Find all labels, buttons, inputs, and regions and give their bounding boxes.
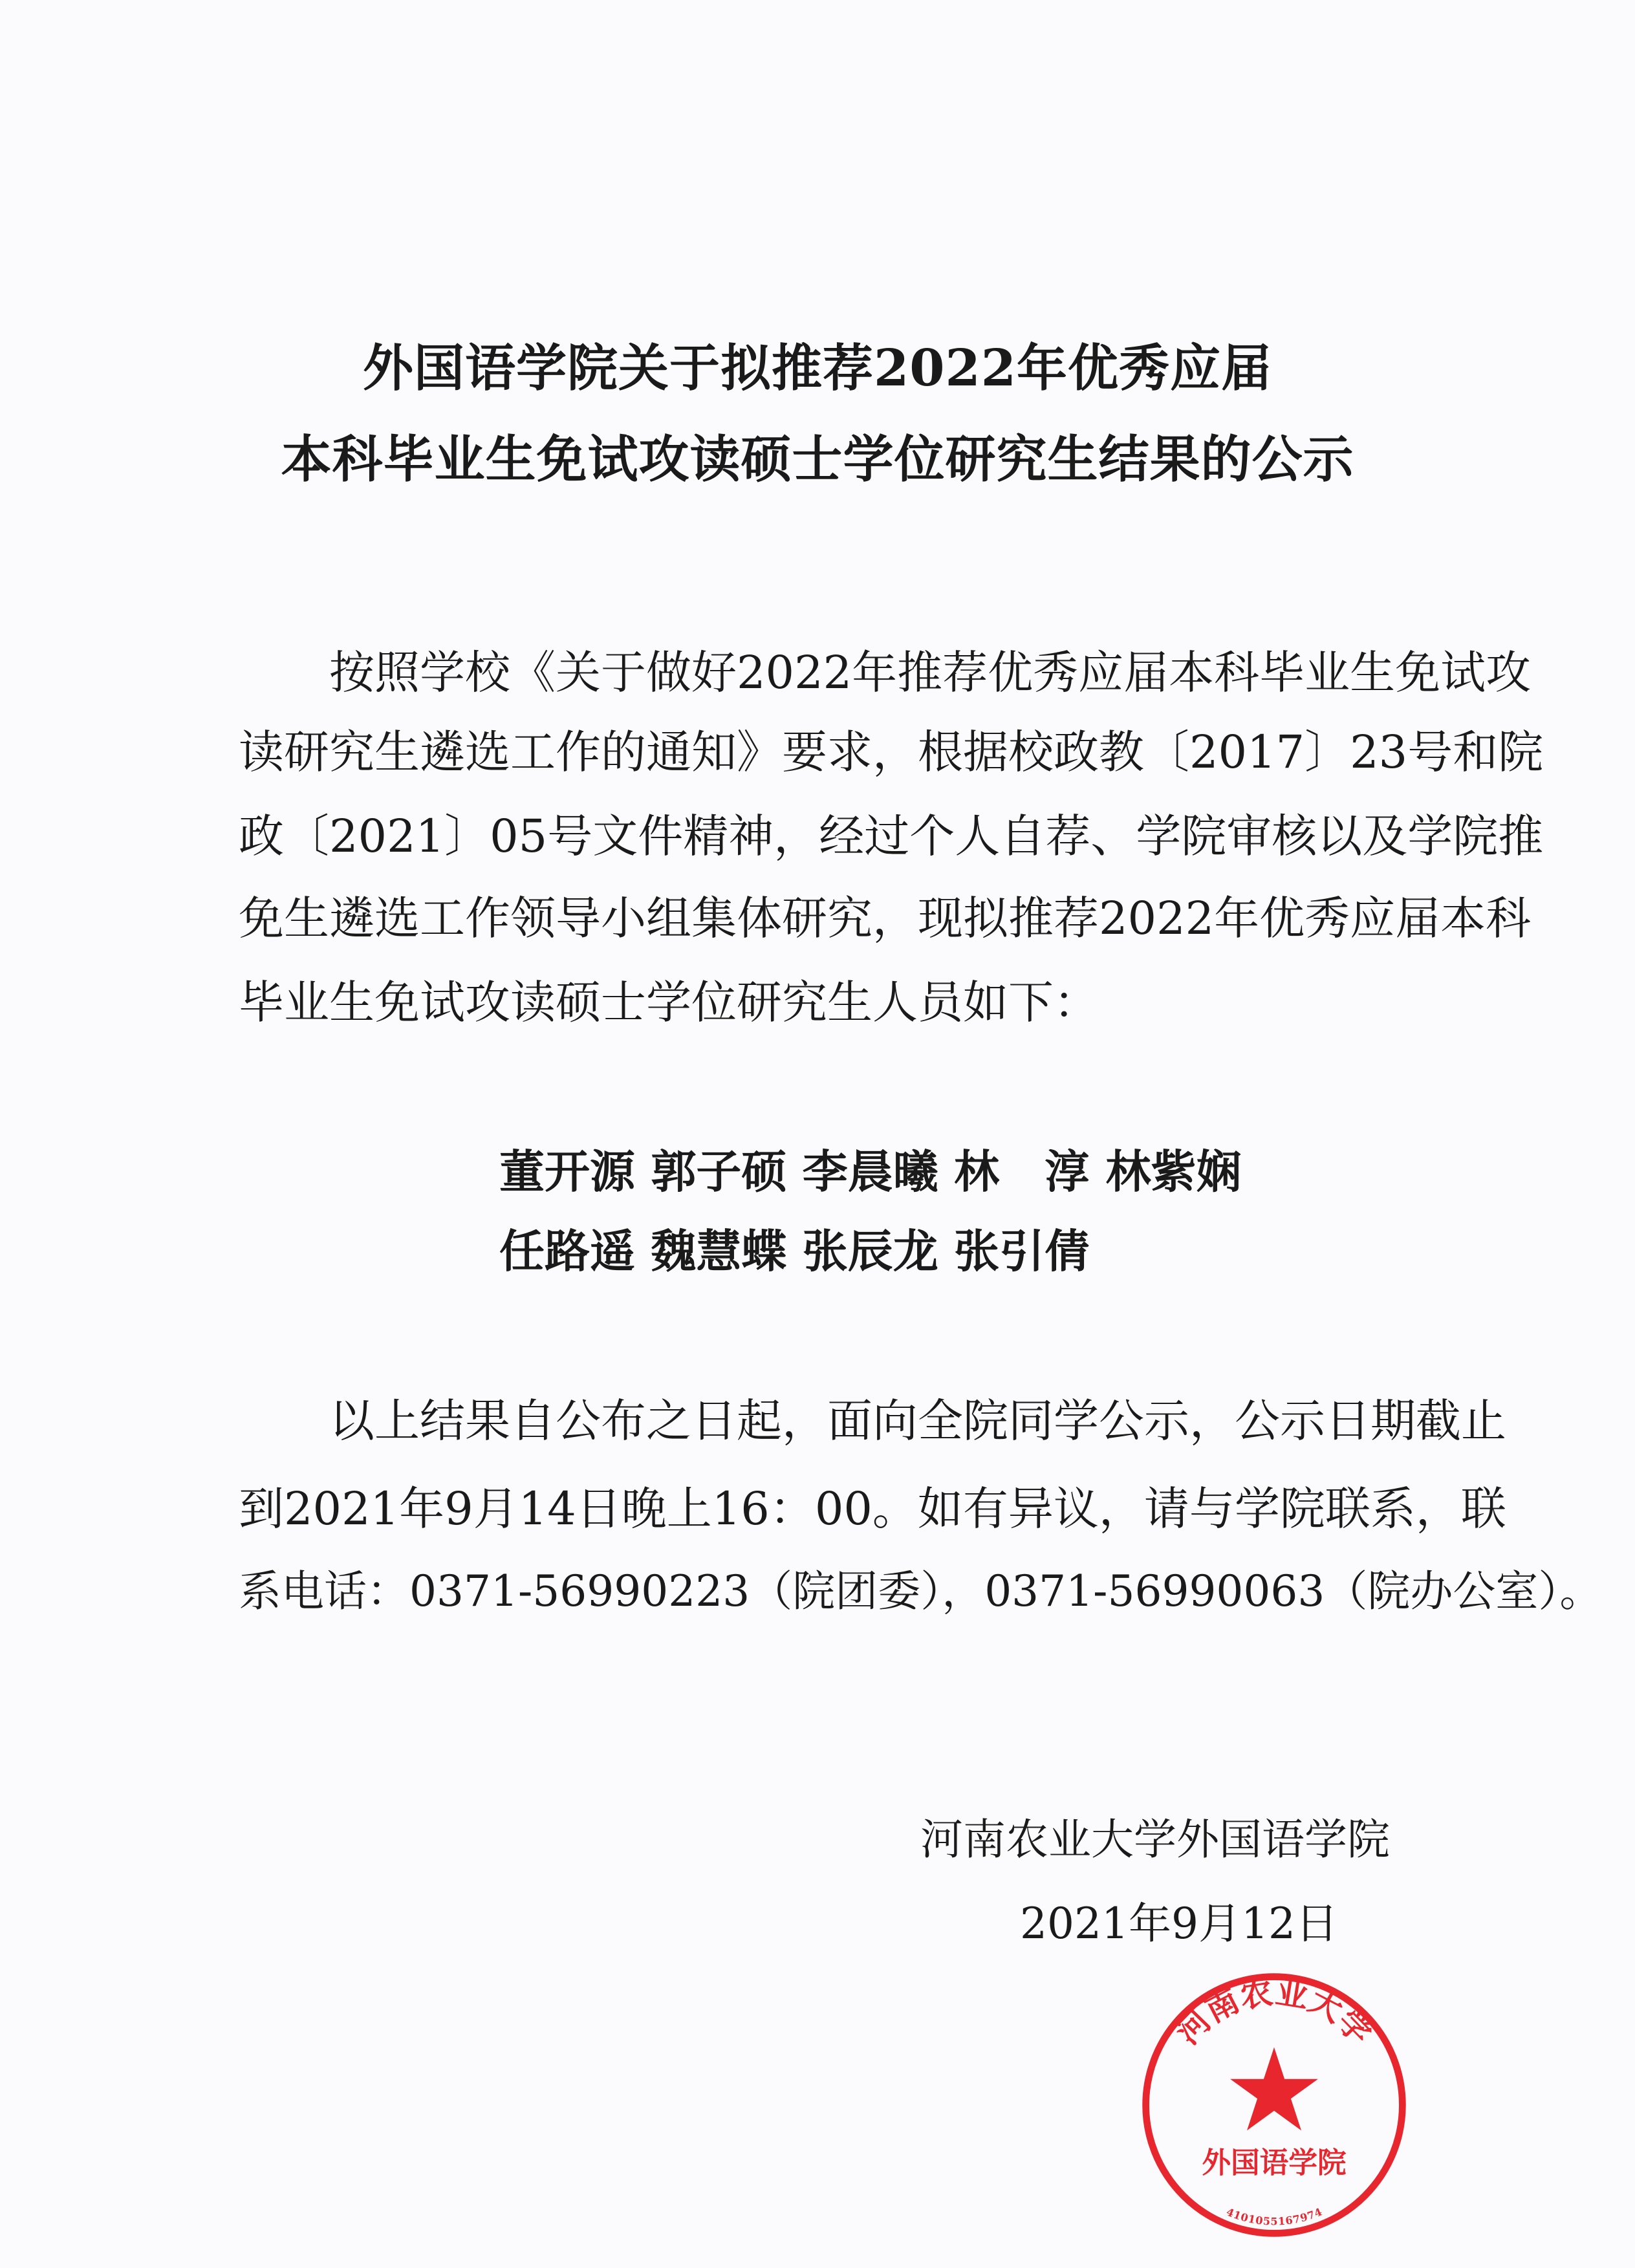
- student-name: 郭子硕: [651, 1145, 787, 1198]
- paragraph-line: 毕业生免试攻读硕士学位研究生人员如下：: [239, 976, 1099, 1029]
- names-row-1: [499, 1143, 1242, 1201]
- title-line-1: 外国语学院关于拟推荐2022年优秀应届: [362, 339, 1273, 398]
- signature-organization: 河南农业大学外国语学院: [920, 1815, 1390, 1864]
- paragraph-line: 按照学校《关于做好2022年推荐优秀应届本科毕业生免试攻: [239, 646, 1532, 699]
- title-line-2: 本科毕业生免试攻读硕士学位研究生结果的公示: [281, 430, 1354, 489]
- student-name: 董开源: [499, 1145, 635, 1198]
- paragraph-line: 免生遴选工作领导小组集体研究，现拟推荐2022年优秀应届本科: [239, 892, 1532, 945]
- paragraph-line: 政〔2021〕05号文件精神，经过个人自荐、学院审核以及学院推: [239, 810, 1544, 863]
- student-name: 魏慧蝶: [651, 1224, 787, 1278]
- student-name: 李晨曦: [802, 1145, 938, 1198]
- star-icon: [1230, 2047, 1318, 2131]
- student-name: 张引倩: [954, 1224, 1090, 1278]
- student-name: 林 淳: [954, 1145, 1090, 1198]
- seal-bottom-text: 外国语学院: [1202, 2145, 1347, 2180]
- paragraph-line: 到2021年9月14日晚上16：00。如有异议，请与学院联系，联: [239, 1482, 1506, 1535]
- seal-number: 4101055167974: [1224, 2205, 1324, 2228]
- paragraph-line: 以上结果自公布之日起，面向全院同学公示，公示日期截止: [239, 1394, 1506, 1447]
- student-name: 林紫娴: [1105, 1145, 1242, 1198]
- paragraph-line: 读研究生遴选工作的通知》要求，根据校政教〔2017〕23号和院: [239, 726, 1544, 779]
- student-name: 张辰龙: [802, 1224, 938, 1278]
- official-seal: [1138, 1969, 1410, 2241]
- names-row-2: [499, 1222, 1090, 1280]
- paragraph-line: 系电话：0371-56990223（院团委），0371-56990063（院办公室）。: [239, 1566, 1603, 1616]
- seal-top-text: 河南农业大学: [1168, 1972, 1380, 2052]
- signature-date: 2021年9月12日: [1020, 1899, 1338, 1949]
- student-name: 任路遥: [499, 1224, 635, 1278]
